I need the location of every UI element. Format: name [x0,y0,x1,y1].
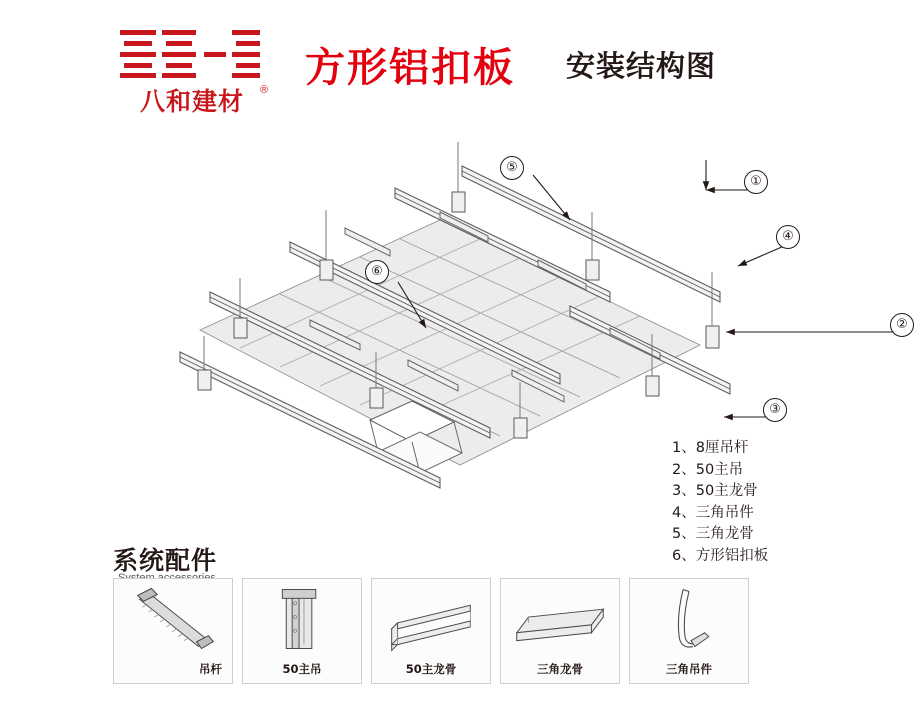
callout-5: ⑤ [500,156,524,180]
main-hanger-art [243,583,361,657]
page-title-sub: 安装结构图 [566,49,717,83]
accessory-card [242,578,362,684]
accessory-label: 吊杆 [199,662,222,676]
legend-item: 4、三角吊件 [672,504,754,521]
accessory-label: 三角吊件 [666,662,712,676]
registered-mark-icon: ® [260,84,269,96]
accessories-title: 系统配件 [113,546,218,575]
eight-bars-logo-icon [120,28,260,80]
page-title-main: 方形铝扣板 [305,45,515,91]
accessory-label: 50主龙骨 [405,662,457,676]
ceiling-structure-illustration [140,120,760,500]
page-header [0,0,884,130]
accessory-label: 三角龙骨 [537,662,583,676]
accessory-card [113,578,233,684]
triangle-keel-art [501,583,619,657]
legend-item: 6、方形铝扣板 [672,547,769,564]
callout-4: ④ [776,225,800,249]
callout-2: ② [890,313,914,337]
triangle-hanger-art [630,583,748,657]
accessory-label: 50主吊 [282,662,322,676]
callout-3: ③ [763,398,787,422]
accessory-card [629,578,749,684]
legend-item: 3、50主龙骨 [672,483,758,499]
accessories-section [0,530,884,708]
legend-item: 2、50主吊 [672,461,744,478]
ceiling-structure-diagram [140,120,908,500]
accessories-card-row [113,578,773,684]
accessory-card [500,578,620,684]
legend-item: 5、三角龙骨 [672,526,754,542]
legend-item: 1、8厘吊杆 [672,440,749,456]
brand-name: 八和建材 [139,87,244,116]
main-keel-art [372,583,490,657]
callout-1: ① [744,170,768,194]
brand-logo [112,28,272,118]
hanger-rod-art [114,583,232,657]
accessory-card [371,578,491,684]
callout-6: ⑥ [365,260,389,284]
